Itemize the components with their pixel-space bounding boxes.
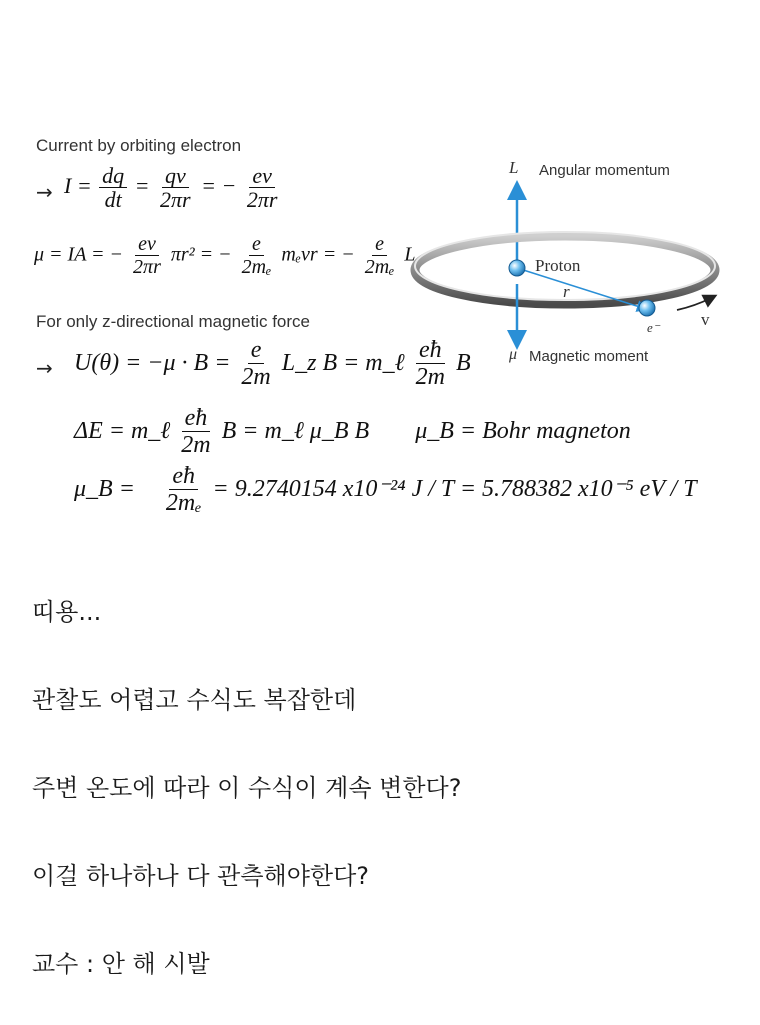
equation-current: [64, 164, 282, 212]
denominator: 2mₑ: [364, 256, 395, 278]
post-line-2: 관찰도 어렵고 수식도 복잡한데: [32, 686, 357, 714]
angular-momentum-symbol: L: [509, 158, 519, 177]
arrow-icon: →: [36, 180, 53, 204]
fraction: [130, 234, 164, 278]
denominator: dt: [104, 187, 122, 213]
post-line-3: 주변 온도에 따라 이 수식이 계속 변한다?: [32, 774, 462, 802]
velocity-arrow: [677, 298, 711, 310]
numerator: qv: [162, 164, 189, 188]
numerator: eħ: [416, 338, 445, 364]
fraction: [178, 406, 213, 459]
fraction: [244, 164, 281, 212]
eq-energy-lhs: U(θ) = −μ · B =: [74, 349, 231, 376]
electron-label: e⁻: [647, 320, 660, 335]
numerator: e: [372, 234, 387, 256]
post-line-1: 띠용...: [32, 598, 102, 626]
numerator: eħ: [169, 464, 198, 490]
eq-moment-term: πr² = −: [170, 243, 232, 266]
heading-force: For only z-directional magnetic force: [36, 312, 311, 331]
equation-bohr-value: [74, 464, 697, 517]
numerator: ev: [249, 164, 275, 188]
fraction: [157, 164, 194, 212]
eq-current-lhs: I =: [64, 173, 92, 199]
angular-momentum-label: Angular momentum: [539, 162, 670, 179]
denominator: 2πr: [133, 256, 161, 278]
eq-delta-term: B = m_ℓ μ_B B: [221, 417, 370, 444]
fraction: [99, 164, 127, 212]
fraction: [238, 338, 273, 391]
fraction: [239, 234, 275, 278]
numerator: e: [249, 234, 264, 256]
equation-moment: [34, 234, 416, 278]
equals-minus: = −: [201, 173, 237, 199]
equation-delta-e: [74, 406, 631, 459]
electron-particle: [639, 300, 655, 316]
fraction: [163, 464, 205, 517]
denominator: 2m: [415, 364, 445, 391]
eq-energy-term: L_z B = m_ℓ: [281, 349, 405, 376]
proton-label: Proton: [535, 256, 581, 275]
magnetic-moment-symbol: μ: [509, 346, 518, 363]
bohr-magneton-definition: μ_B = Bohr magneton: [415, 417, 631, 444]
eq-bohr-term: = 9.2740154 x10⁻²⁴ J / T = 5.788382 x10⁻⁵ eV / T: [212, 475, 697, 502]
physics-figure: [0, 110, 760, 540]
eq-moment-lhs: μ = IA = −: [34, 243, 124, 266]
denominator: 2m: [181, 432, 211, 459]
denominator: 2πr: [160, 187, 191, 213]
orbit-diagram: [375, 150, 760, 390]
eq-energy-term: B: [455, 349, 471, 376]
denominator: 2m: [241, 364, 271, 391]
numerator: eħ: [182, 406, 211, 432]
post-line-4: 이걸 하나하나 다 관측해야한다?: [32, 862, 370, 890]
arrow-icon: →: [36, 356, 53, 380]
equals-sign: =: [134, 173, 150, 199]
numerator: e: [248, 338, 265, 364]
denominator: 2mₑ: [241, 256, 272, 278]
velocity-label: v: [701, 310, 710, 329]
eq-moment-term: mₑvr = −: [281, 243, 355, 266]
radius-label: r: [563, 282, 570, 301]
proton-particle: [509, 260, 525, 276]
numerator: dq: [99, 164, 127, 188]
magnetic-moment-label: Magnetic moment: [529, 348, 649, 365]
eq-delta-lhs: ΔE = m_ℓ: [74, 417, 171, 444]
eq-bohr-lhs: μ_B =: [74, 475, 135, 502]
denominator: 2πr: [246, 187, 278, 213]
numerator: ev: [135, 234, 159, 256]
eq-moment-term: L: [404, 243, 416, 266]
post-line-5: 교수 : 안 해 시발: [32, 950, 210, 978]
denominator: 2mₑ: [165, 490, 202, 517]
heading-current: Current by orbiting electron: [36, 136, 242, 155]
